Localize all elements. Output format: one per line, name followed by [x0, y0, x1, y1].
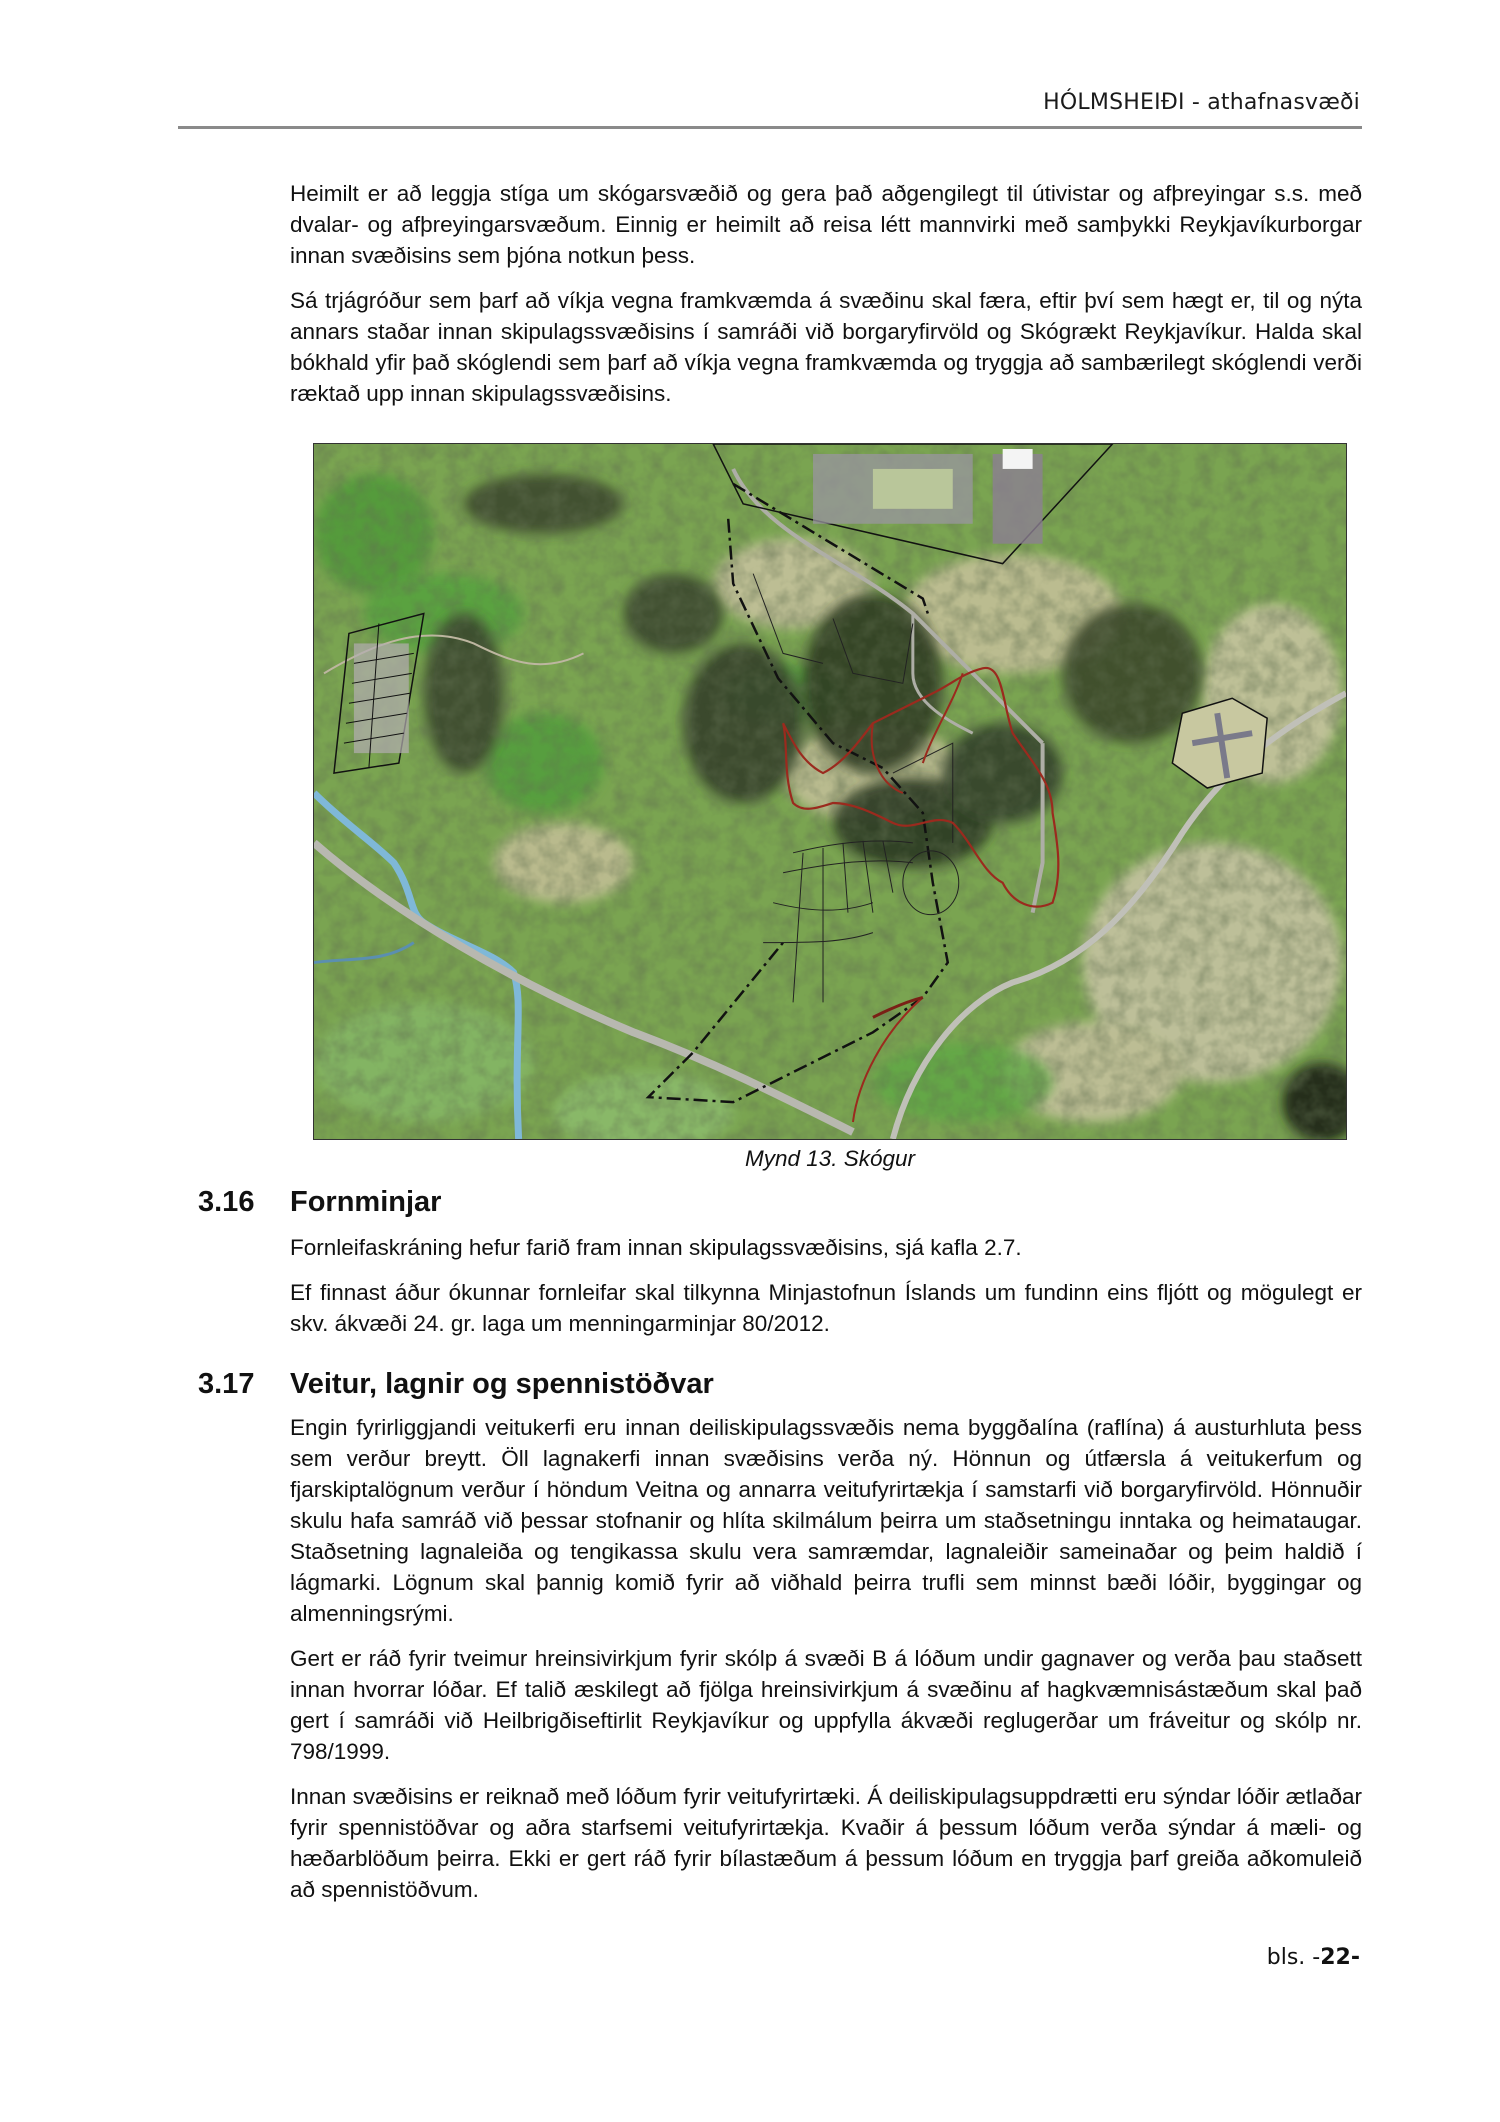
aerial-map-figure — [313, 443, 1347, 1140]
paragraph: Gert er ráð fyrir tveimur hreinsivirkjum fyrir skólp á svæði B á lóðum undir gagnaver og verða þau staðsett innan hvorrar lóðar. Ef talið æskilegt að fjölga hreinsivirkjum á svæðinu af hagkvæmnisástæðum skal það gert í samráði við Heilbrigðiseftirlit Reykjavíkur og uppfylla ákvæði reglugerðar um fráveitur og skólp nr. 798/1999. — [290, 1646, 1362, 1764]
intro-text — [290, 178, 1362, 423]
page-suffix: - — [1350, 1945, 1360, 1970]
section-heading-3-17 — [198, 1368, 714, 1401]
section-heading-3-16 — [198, 1186, 441, 1219]
section-title: Fornminjar — [290, 1186, 442, 1218]
page-number-value: 22 — [1320, 1945, 1351, 1970]
page-prefix: bls. - — [1266, 1945, 1321, 1970]
section-number: 3.16 — [198, 1186, 255, 1218]
paragraph: Innan svæðisins er reiknað með lóðum fyrir veitufyrirtæki. Á deiliskipulagsuppdrætti eru sýndar lóðir ætlaðar fyrir spennistöðvar og aðra starfsemi veitufyrirtækja. Kvaðir á þessum lóðum verða sýndar á mæli- og hæðarblöðum þeirra. Ekki er gert ráð fyrir bílastæðum á þessum lóðum en tryggja þarf greiða aðkomuleið að spennistöðvum. — [290, 1784, 1362, 1902]
paragraph: Fornleifaskráning hefur farið fram innan skipulagssvæðisins, sjá kafla 2.7. — [290, 1235, 1022, 1260]
paragraph: Ef finnast áður ókunnar fornleifar skal tilkynna Minjastofnun Íslands um fundinn eins fljótt og mögulegt er skv. ákvæði 24. gr. laga um menningarminjar 80/2012. — [290, 1280, 1362, 1336]
section-3-16-text — [290, 1232, 1362, 1353]
page-number — [1267, 1945, 1360, 1970]
figure-caption: Mynd 13. Skógur — [744, 1146, 916, 1171]
paragraph: Heimilt er að leggja stíga um skógarsvæðið og gera það aðgengilegt til útivistar og afþreyingar s.s. með dvalar- og afþreyingarsvæðum. Einnig er heimilt að reisa létt mannvirki með samþykki Reykjavíkurborgar innan svæðisins sem þjóna notkun þess. — [290, 181, 1362, 268]
section-title: Veitur, lagnir og spennistöðvar — [290, 1368, 714, 1400]
section-3-17-text — [290, 1412, 1362, 1919]
section-number: 3.17 — [198, 1368, 255, 1400]
paragraph: Sá trjágróður sem þarf að víkja vegna framkvæmda á svæðinu skal færa, eftir því sem hægt er, til og nýta annars staðar innan skipulagssvæðisins í samráði við borgaryfirvöld og Skógrækt Reykjavíkur. Halda skal bókhald yfir það skóglendi sem þarf að víkja vegna framkvæmda og tryggja að sambærilegt skóglendi verði ræktað upp innan skipulagssvæðisins. — [290, 288, 1362, 406]
aerial-photo-image — [314, 444, 1346, 1139]
document-title: HÓLMSHEIÐI - athafnasvæði — [1043, 90, 1360, 115]
header-divider — [178, 126, 1362, 129]
paragraph: Engin fyrirliggjandi veitukerfi eru innan deiliskipulagssvæðis nema byggðalína (raflína) á austurhluta þess sem verður breytt. Öll lagnakerfi innan svæðisins verða ný. Hönnun og útfærsla á veitukerfum og fjarskiptalögnum verður í höndum Veitna og annarra veitufyrirtækja í samstarfi við borgaryfirvöld. Hönnuðir skulu hafa samráð við þessar stofnanir og hlíta skilmálum þeirra um staðsetningu inntaka og heimataugar. Staðsetning lagnaleiða og tengikassa skulu vera samræmdar, lagnaleiðir sameinaðar og þeim haldið í lágmarki. Lögnum skal þannig komið fyrir að viðhald þeirra trufli sem minnst bæði lóðir, byggingar og almenningsrými. — [290, 1415, 1362, 1626]
